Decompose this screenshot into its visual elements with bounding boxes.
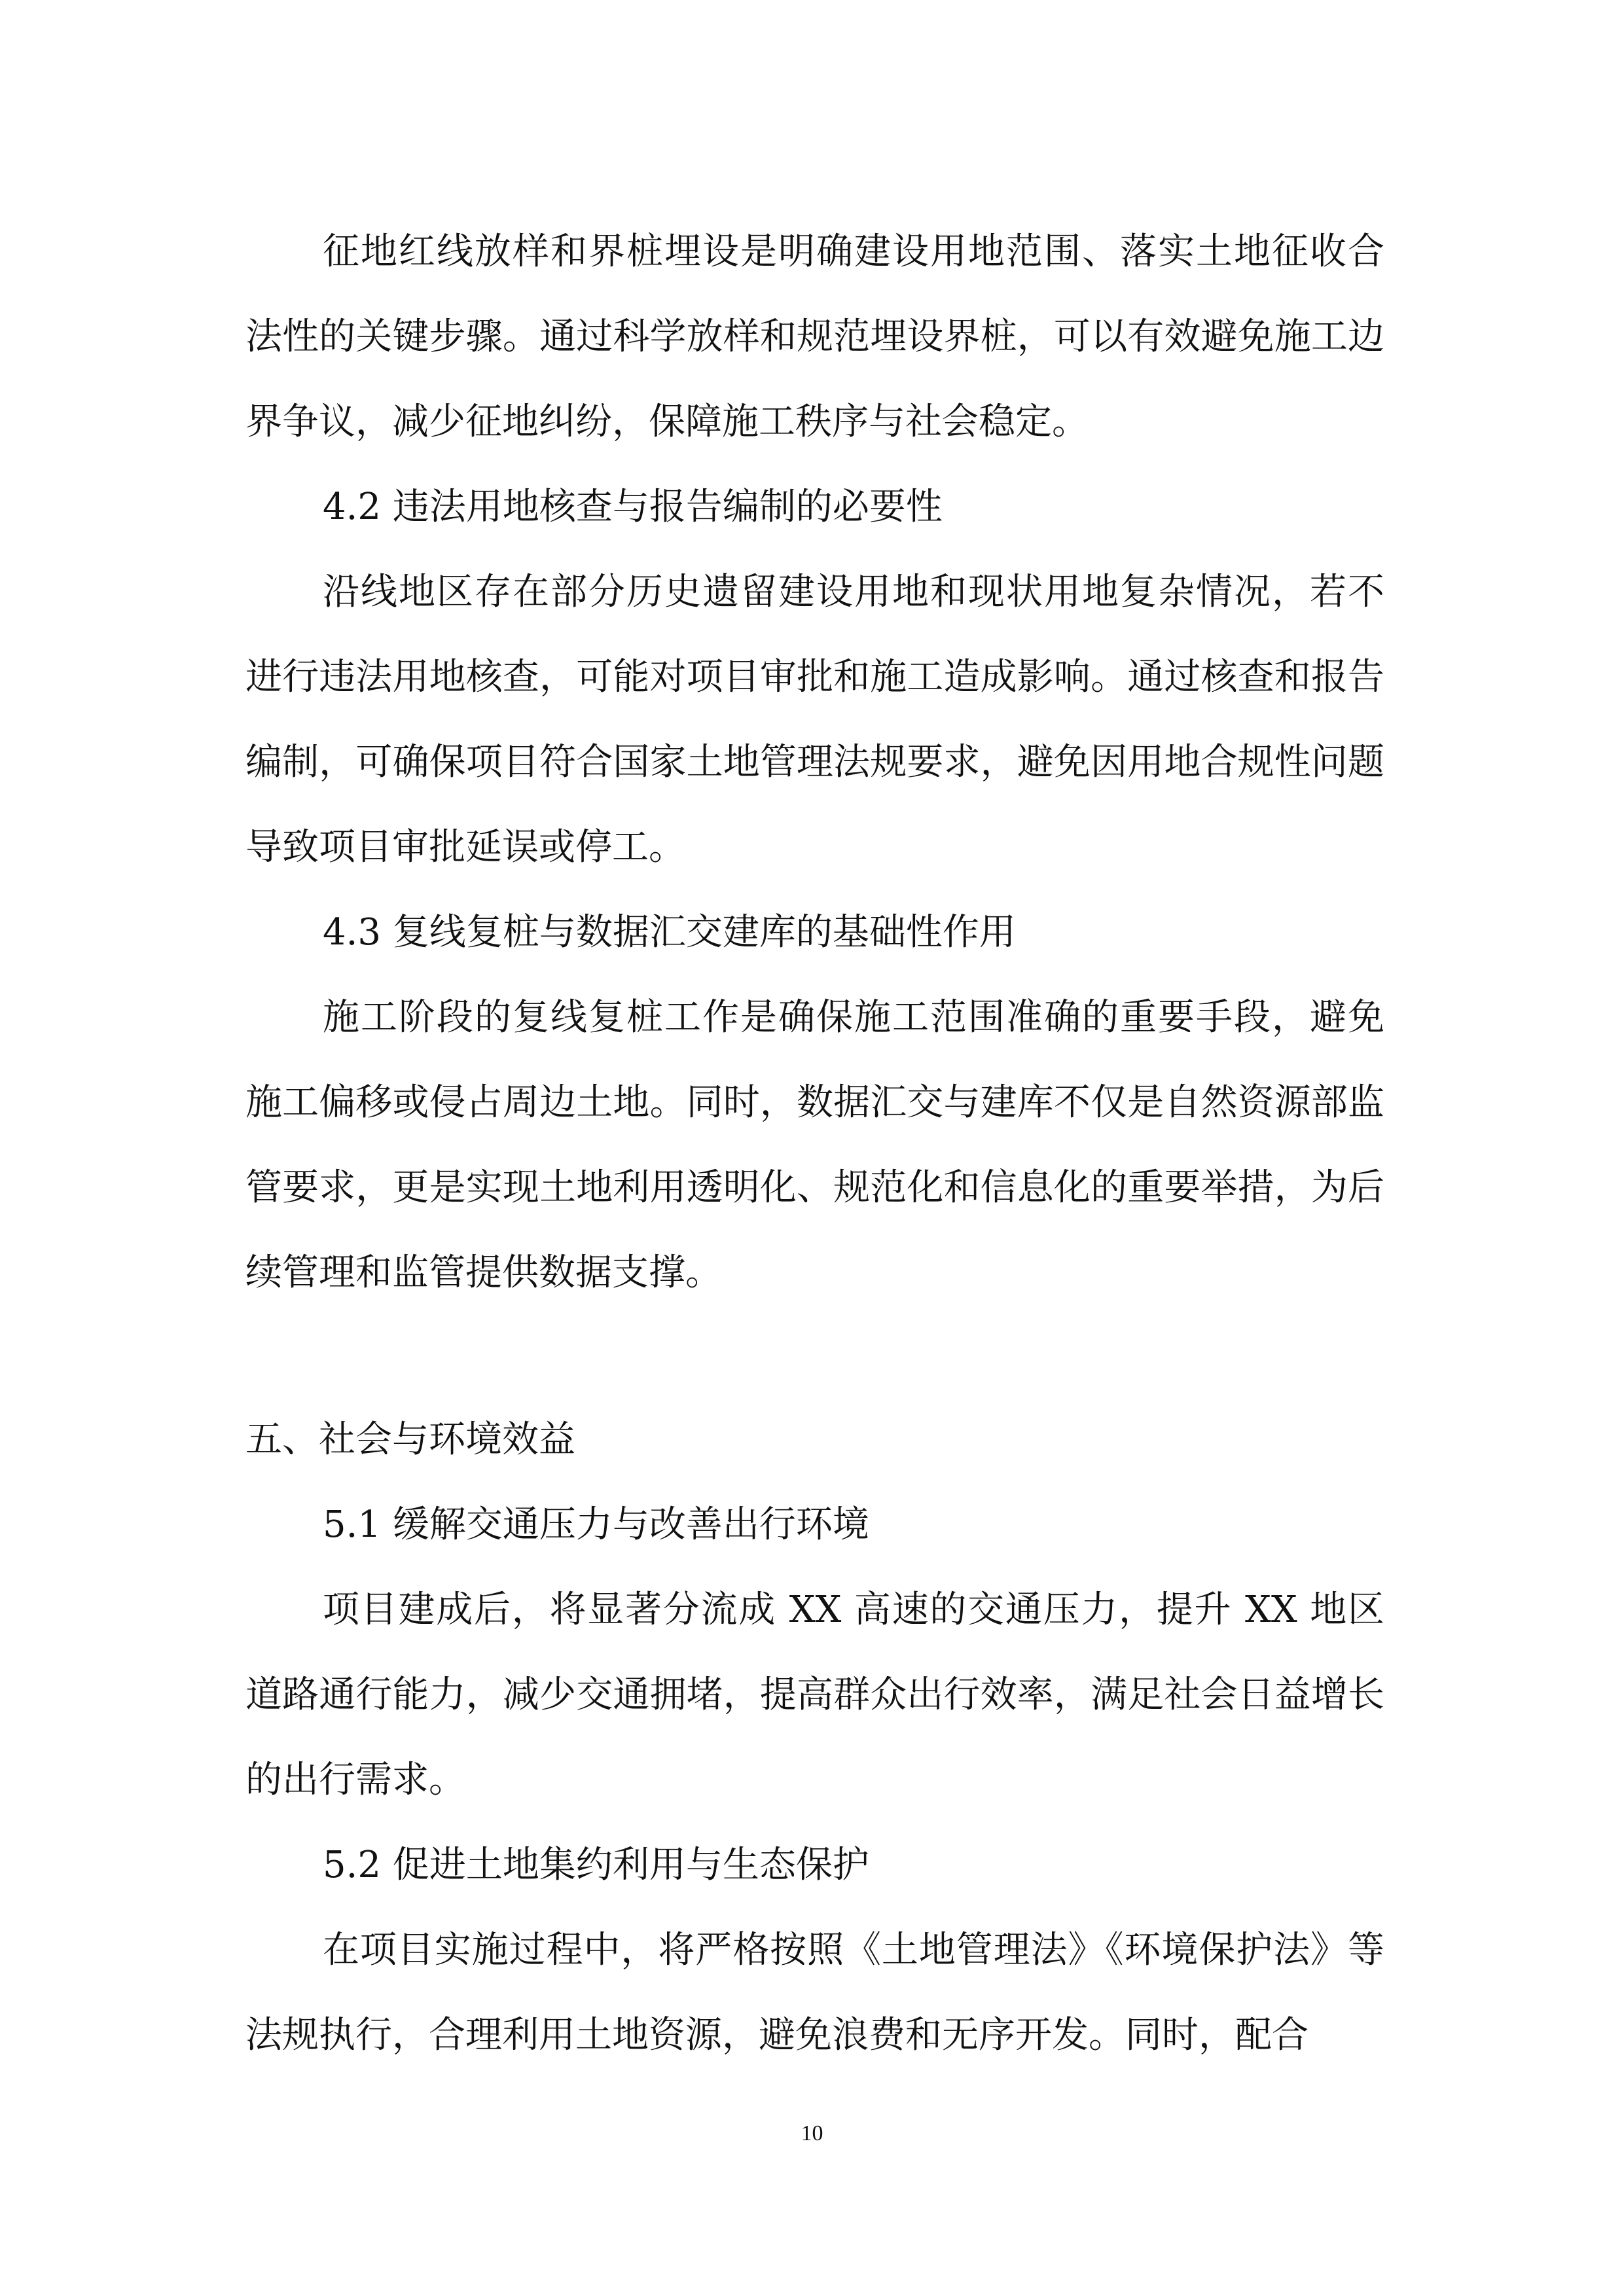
paragraph-land-ecology: 在项目实施过程中，将严格按照《土地管理法》《环境保护法》等法规执行，合理利用土地资源，避免浪费和无序开发。同时，配合 — [245, 1929, 1384, 2056]
subheading-4-2: 4.2 违法用地核查与报告编制的必要性 — [323, 486, 943, 528]
section-heading-5: 五、社会与环境效益 — [245, 1418, 575, 1461]
paragraph-boundary-staking: 征地红线放样和界桩埋设是明确建设用地范围、落实土地征收合法性的关键步骤。通过科学放样和规范埋设界桩，可以有效避免施工边界争议，减少征地纠纷，保障施工秩序与社会稳定。 — [245, 230, 1384, 443]
document-body — [245, 209, 1384, 2078]
paragraph-restaking-database: 施工阶段的复线复桩工作是确保施工范围准确的重要手段，避免施工偏移或侵占周边土地。同时，数据汇交与建库不仅是自然资源部监管要求，更是实现土地利用透明化、规范化和信息化的重要举措，为后续管理和监管提供数据支撑。 — [245, 996, 1384, 1294]
subheading-5-1: 5.1 缓解交通压力与改善出行环境 — [323, 1503, 869, 1546]
paragraph-illegal-land-check: 沿线地区存在部分历史遗留建设用地和现状用地复杂情况，若不进行违法用地核查，可能对项目审批和施工造成影响。通过核查和报告编制，可确保项目符合国家土地管理法规要求，避免因用地合规性问题导致项目审批延误或停工。 — [245, 571, 1384, 869]
subheading-5-2: 5.2 促进土地集约利用与生态保护 — [323, 1844, 869, 1886]
page-number: 10 — [801, 2121, 823, 2145]
paragraph-traffic-relief: 项目建成后，将显著分流成 XX 高速的交通压力，提升 XX 地区道路通行能力，减少交通拥堵，提高群众出行效率，满足社会日益增长的出行需求。 — [245, 1588, 1384, 1801]
subheading-4-3: 4.3 复线复桩与数据汇交建库的基础性作用 — [323, 911, 1016, 954]
